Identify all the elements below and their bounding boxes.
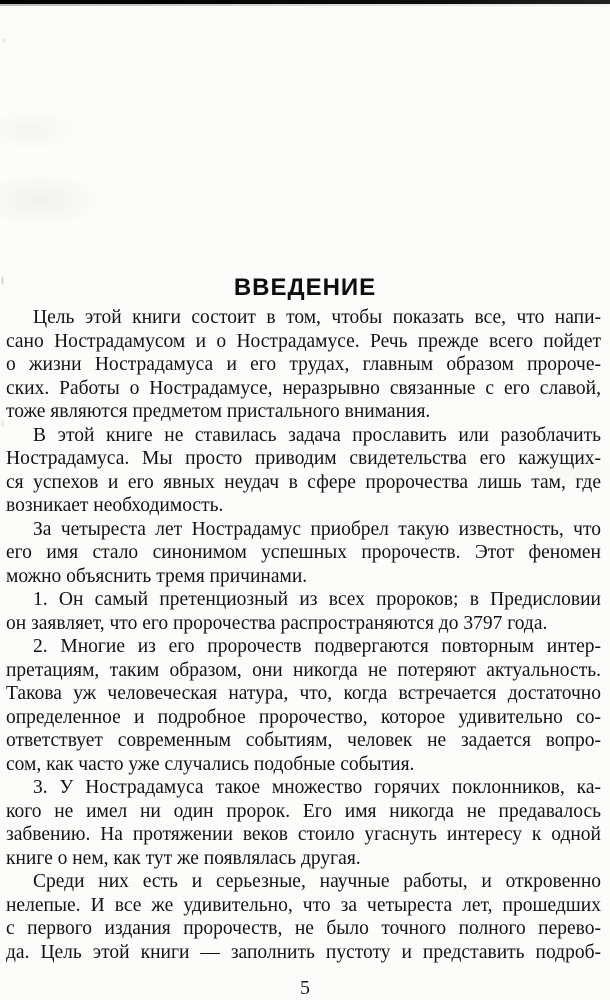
- text-line: нелепые. И все же удивительно, что за четыреста лет, прошедших: [6, 894, 601, 916]
- text-line: можно объяснить тремя причинами.: [6, 565, 308, 587]
- page-top-rule-shadow: [0, 4, 610, 6]
- text-line: сом, как часто уже случались подобные события.: [6, 753, 415, 775]
- paragraph: [6, 306, 601, 424]
- text-line: тоже являются предметом пристального внимания.: [6, 401, 431, 422]
- text-line: возникает необходимость.: [6, 495, 224, 516]
- text-line: Нострадамуса. Мы просто приводим свидетельства его кажущих-: [6, 448, 601, 469]
- text-line: За четыреста лет Нострадамус приобрел такую известность, что: [33, 518, 601, 540]
- body-text: [6, 306, 601, 964]
- text-line: его имя стало синонимом успешных пророчеств. Этот феномен: [6, 542, 601, 563]
- text-line: ских. Работы о Нострадамусе, неразрывно связанные с его славой,: [6, 377, 601, 399]
- paragraph: [6, 870, 601, 964]
- text-line: забвению. На протяжении веков стоило угаснуть интересу к одной: [6, 824, 601, 845]
- text-line: сано Нострадамусом и о Нострадамусе. Речь прежде всего пойдет: [6, 330, 601, 352]
- text-line: книге о нем, как тут же появлялась другая.: [6, 847, 361, 869]
- text-line: 3. У Нострадамуса такое множество горячих поклонников, ка-: [33, 777, 601, 798]
- text-line: он заявляет, что его пророчества распространяются до 3797 года.: [6, 612, 548, 634]
- chapter-title: ВВЕДЕНИЕ: [233, 274, 377, 302]
- page-number: 5: [300, 977, 310, 999]
- text-line: 1. Он самый претенциозный из всех пророков; в Предисловии: [33, 589, 601, 610]
- text-line: 2. Многие из его пророчеств подвергаются повторным интер-: [33, 636, 601, 657]
- text-line: претациям, таким образом, они никогда не потеряют актуальность.: [6, 659, 601, 681]
- paragraph: [6, 518, 601, 589]
- text-line: кого не имел ни один пророк. Его имя никогда не предавалось: [6, 800, 601, 822]
- text-line: В этой книге не ставилась задача прославить или разоблачить: [33, 424, 601, 446]
- text-line: Такова уж человеческая натура, что, когда встречается достаточно: [6, 683, 601, 704]
- text-line: ответствует современным событиям, человек не задается вопро-: [6, 730, 601, 751]
- paragraph: [6, 635, 601, 776]
- paragraph: [6, 776, 601, 870]
- text-line: ся успехов и его явных неудач в сфере пророчества лишь там, где: [6, 471, 601, 493]
- paragraph: [6, 424, 601, 518]
- text-line: определенное и подробное пророчество, которое удивительно со-: [6, 706, 601, 728]
- text-line: о жизни Нострадамуса и его трудах, главным образом пророче-: [6, 354, 601, 375]
- paragraph: [6, 588, 601, 635]
- text-line: Среди них есть и серьезные, научные работы, и откровенно: [33, 871, 601, 892]
- scan-artifact: [1, 420, 4, 427]
- text-line: с первого издания пророчеств, не было точного полного перево-: [6, 918, 601, 939]
- text-line: да. Цель этой книги — заполнить пустоту и представить подроб-: [6, 941, 601, 963]
- scan-artifact: [2, 38, 6, 43]
- text-line: Цель этой книги состоит в том, чтобы показать все, что напи-: [33, 307, 601, 328]
